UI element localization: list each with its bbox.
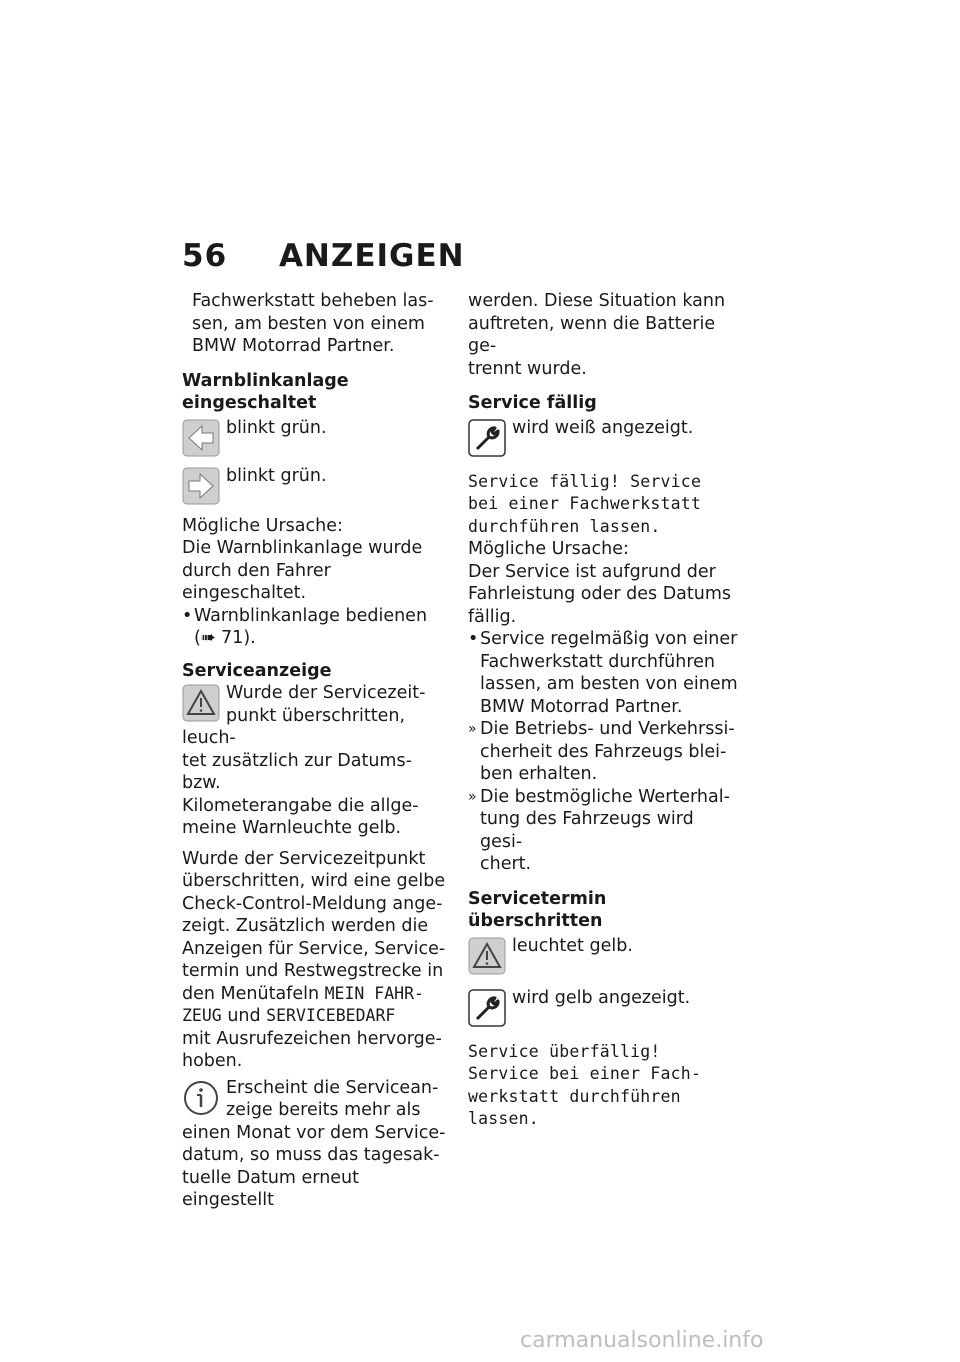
service-display-info: Erscheint die Servicean- zeige bereits mehr als einen Monat vor dem Service- datum, so muss das tagesak- tuelle Datum erneut eingestellt xyxy=(182,1077,446,1210)
hazard-cause: Mögliche Ursache: Die Warnblinkanlage wurde durch den Fahrer eingeschaltet. xyxy=(182,515,423,603)
service-due-action: • Service regelmäßig von einer Fachwerkstatt durchführen lassen, am besten von einem BMW Motorrad Partner. xyxy=(468,628,740,718)
page-number: 56 xyxy=(182,238,228,274)
service-due-cause: Mögliche Ursache: Der Service ist aufgrund der Fahrleistung oder des Datums fällig. xyxy=(468,539,732,627)
service-overdue-wrench-text: wird gelb angezeigt. xyxy=(512,987,691,1008)
page-header xyxy=(182,238,465,274)
service-display-body: Wurde der Servicezeitpunkt überschritten, wird eine gelbe Check-Control-Meldung ange- zeigt. Zusätzlich werden die Anzeigen für Service, Service- termin und Restwegstrecke in den Menütafeln MEIN FAHR- ZEUG und SERVICEBEDARF mit Ausrufezeichen hervorge- hoben. xyxy=(182,848,446,1071)
service-due-row xyxy=(468,417,740,457)
service-due-message: Service fällig! Service bei einer Fachwerkstatt durchführen lassen. xyxy=(468,471,702,536)
warning-triangle-icon xyxy=(182,684,220,722)
service-overdue-wrench-row xyxy=(468,987,740,1027)
arrow-left-icon xyxy=(182,419,220,457)
hazard-action: • Warnblinkanlage bedienen (➠ 71). xyxy=(182,605,454,650)
intro-paragraph: Fachwerkstatt beheben las- sen, am besten von einem BMW Motorrad Partner. xyxy=(192,291,434,356)
list-item: » Die bestmögliche Werterhal- tung des Fahrzeugs wird gesi- chert. xyxy=(468,786,740,876)
service-due-text: wird weiß angezeigt. xyxy=(512,417,694,438)
arrow-right-icon xyxy=(182,467,220,505)
right-intro: werden. Diese Situation kann auftreten, wenn die Batterie ge- trennt wurde. xyxy=(468,291,726,379)
service-overdue-message: Service überfällig! Service bei einer Fach- werkstatt durchführen lassen. xyxy=(468,1041,702,1128)
service-due-heading: Service fällig xyxy=(468,393,597,413)
hazard-right-row xyxy=(182,465,454,505)
page-title: ANZEIGEN xyxy=(278,238,465,274)
menu-servicebedarf: SERVICEBEDARF xyxy=(266,1006,396,1025)
list-item: » Die Betriebs- und Verkehrssi- cherheit des Fahrzeugs blei- ben erhalten. xyxy=(468,718,740,786)
service-overdue-heading: Servicetermin überschritten xyxy=(468,888,607,931)
hazard-left-row xyxy=(182,417,454,457)
hazard-right-text: blinkt grün. xyxy=(226,465,327,486)
hazard-heading: Warnblinkanlage eingeschaltet xyxy=(182,370,349,413)
watermark: carmanualsonline.info xyxy=(520,1328,764,1353)
info-icon xyxy=(182,1079,220,1117)
service-overdue-warning-text: leuchtet gelb. xyxy=(512,935,633,956)
left-column xyxy=(182,290,454,1212)
service-display-warning: Wurde der Servicezeit- punkt überschritten, leuch- tet zusätzlich zur Datums- bzw. Kilometerangabe die allge- meine Warnleuchte gelb. xyxy=(182,683,426,838)
service-overdue-warning-row xyxy=(468,935,740,975)
service-due-results xyxy=(468,718,740,876)
right-column xyxy=(468,290,740,1131)
wrench-icon xyxy=(468,989,506,1027)
hazard-left-text: blinkt grün. xyxy=(226,417,327,438)
wrench-icon xyxy=(468,419,506,457)
service-display-heading: Serviceanzeige xyxy=(182,660,332,681)
warning-triangle-icon xyxy=(468,937,506,975)
menu-mein-fahrzeug: MEIN FAHR- xyxy=(324,983,424,1003)
